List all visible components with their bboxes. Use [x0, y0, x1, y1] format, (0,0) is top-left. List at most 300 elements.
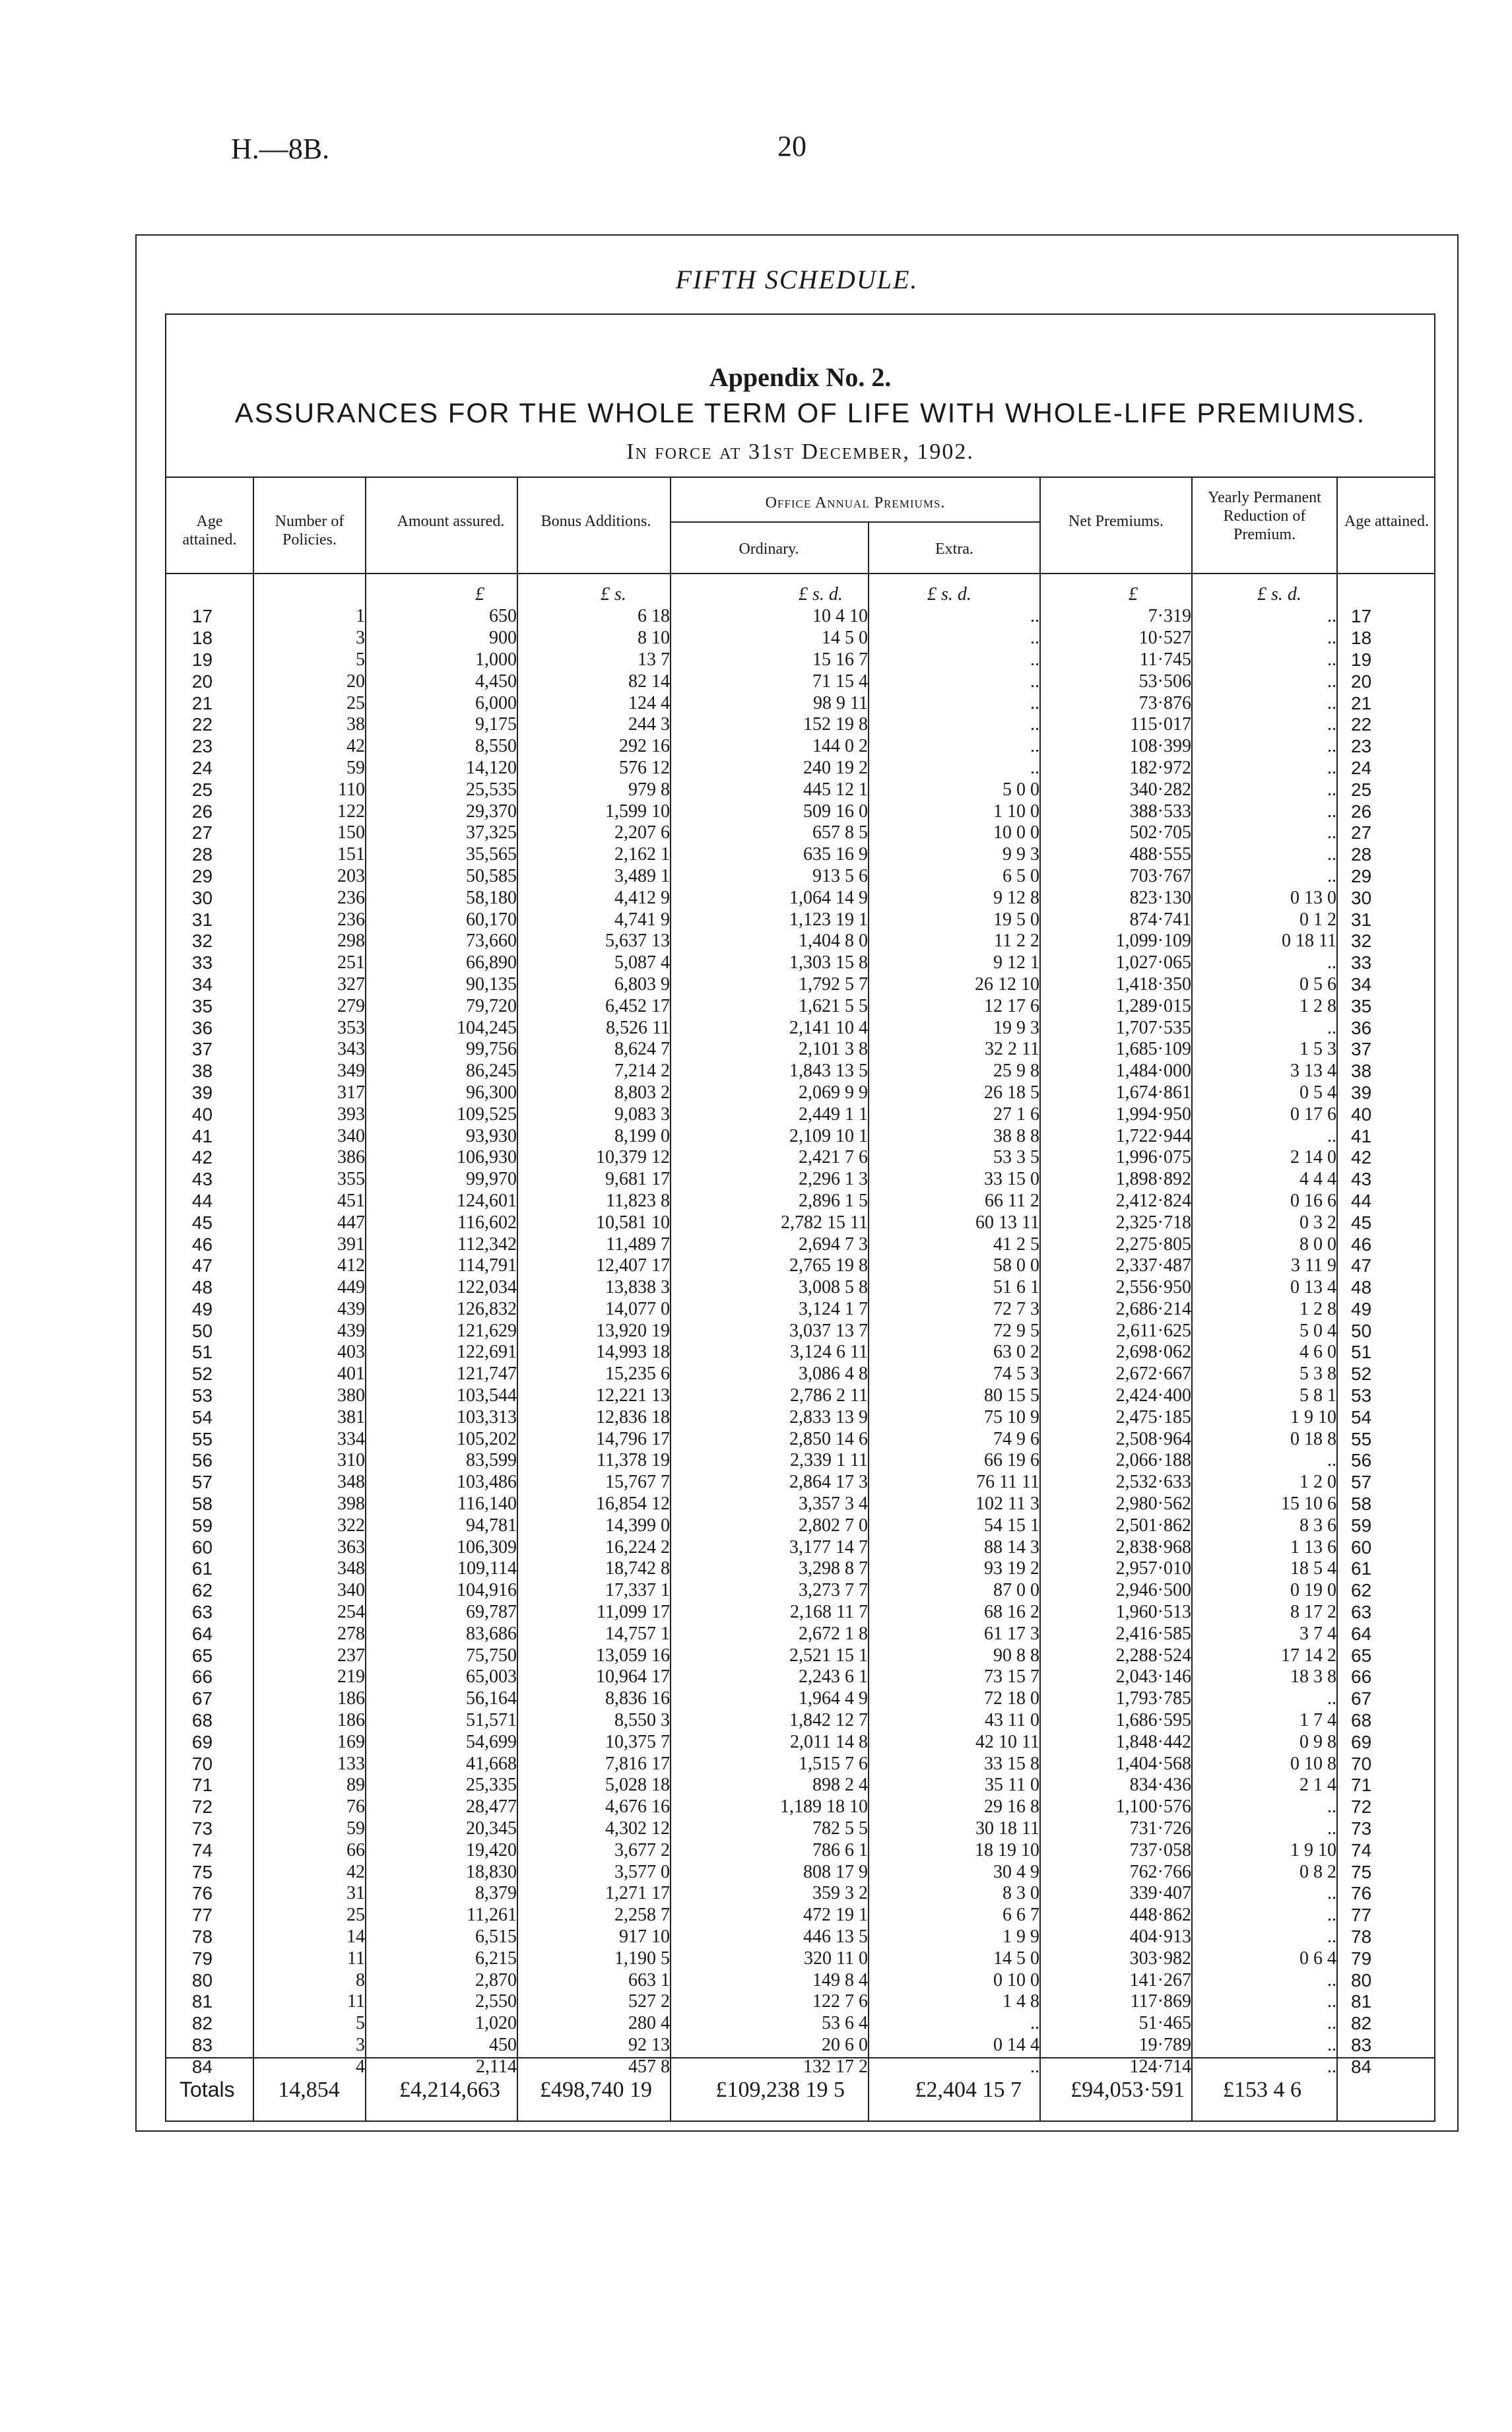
row-amount: 126,832	[457, 1298, 517, 1319]
row-ordinary: 15 16 7	[812, 649, 868, 670]
row-yearly: ..	[1327, 671, 1336, 692]
row-policies: 59	[346, 757, 365, 778]
row-ordinary: 2,802 7 0	[799, 1515, 868, 1536]
row-bonus: 14,077 0	[605, 1298, 670, 1319]
row-age: 84	[191, 2056, 213, 2077]
row-policies: 386	[337, 1147, 365, 1168]
row-bonus: 10,964 17	[596, 1666, 670, 1688]
row-age: 66	[191, 1666, 213, 1688]
row-yearly: 3 11 9	[1291, 1255, 1336, 1276]
row-age: 26	[191, 801, 213, 822]
row-ordinary: 1,303 15 8	[789, 952, 868, 973]
row-age-right: 69	[1351, 1731, 1372, 1752]
row-yearly: 1 9 10	[1290, 1839, 1336, 1860]
row-age-right: 39	[1351, 1082, 1372, 1103]
row-extra: 6 5 0	[1003, 865, 1039, 886]
totals-amount: £4,214,663	[399, 2078, 500, 2102]
row-net: 2,416·585	[1115, 1623, 1191, 1644]
row-policies: 279	[337, 995, 365, 1016]
row-age: 39	[191, 1082, 213, 1103]
row-ordinary: 657 8 5	[812, 822, 868, 843]
row-ordinary: 2,864 17 3	[789, 1472, 868, 1493]
row-policies: 186	[337, 1710, 365, 1731]
row-ordinary: 98 9 11	[813, 692, 868, 713]
row-yearly: 0 13 4	[1290, 1277, 1336, 1298]
row-bonus: 4,412 9	[614, 887, 670, 908]
row-net: 2,686·214	[1115, 1298, 1191, 1319]
row-age-right: 49	[1351, 1298, 1372, 1319]
row-policies: 353	[337, 1017, 365, 1038]
row-ordinary: 2,694 7 3	[799, 1233, 868, 1255]
row-age-right: 63	[1351, 1602, 1372, 1623]
row-extra: ..	[1030, 714, 1039, 735]
row-age-right: 70	[1351, 1753, 1372, 1774]
row-amount: 450	[489, 2034, 517, 2055]
row-bonus: 3,577 0	[614, 1861, 670, 1882]
row-amount: 8,550	[475, 736, 517, 757]
row-yearly: 5 0 4	[1299, 1320, 1336, 1341]
row-amount: 116,140	[457, 1494, 517, 1515]
row-net: 2,043·146	[1115, 1666, 1191, 1688]
row-age-right: 80	[1351, 1969, 1372, 1990]
row-extra: 38 8 8	[993, 1125, 1039, 1146]
row-yearly: 3 13 4	[1290, 1061, 1336, 1082]
row-bonus: 3,489 1	[614, 865, 670, 886]
table-row	[165, 1255, 1435, 1277]
row-bonus: 4,302 12	[605, 1818, 670, 1839]
row-policies: 42	[346, 736, 365, 757]
row-bonus: 14,993 18	[596, 1342, 670, 1363]
row-policies: 310	[337, 1450, 365, 1471]
row-age: 18	[191, 628, 213, 649]
row-age: 37	[191, 1039, 213, 1060]
row-bonus: 979 8	[628, 779, 670, 800]
col-policies: Number of Policies.	[275, 513, 345, 548]
table-row	[165, 1883, 1435, 1905]
row-extra: ..	[1030, 649, 1039, 670]
row-bonus: 18,742 8	[605, 1558, 670, 1579]
row-policies: 398	[337, 1494, 365, 1515]
row-age-right: 46	[1351, 1233, 1372, 1255]
row-ordinary: 71 15 4	[812, 671, 868, 692]
row-amount: 66,890	[466, 952, 517, 973]
row-yearly: 18 5 4	[1290, 1558, 1336, 1579]
row-ordinary: 2,339 1 11	[790, 1450, 868, 1471]
row-extra: 30 18 11	[975, 1818, 1039, 1839]
row-extra: 18 19 10	[975, 1839, 1039, 1860]
row-yearly: ..	[1327, 2056, 1336, 2077]
row-policies: 11	[347, 1948, 365, 1969]
row-yearly: 1 9 10	[1290, 1406, 1336, 1428]
row-policies: 14	[346, 1926, 365, 1947]
row-age: 30	[191, 887, 213, 908]
row-bonus: 5,087 4	[614, 952, 670, 973]
row-age-right: 23	[1351, 736, 1372, 757]
table-row	[165, 1103, 1435, 1125]
row-ordinary: 898 2 4	[812, 1775, 868, 1796]
row-amount: 109,525	[457, 1103, 517, 1125]
row-bonus: 457 8	[628, 2056, 670, 2077]
row-policies: 5	[356, 2013, 365, 2034]
row-yearly: 0 17 6	[1290, 1103, 1336, 1125]
row-age-right: 36	[1351, 1017, 1372, 1038]
row-extra: 25 9 8	[993, 1061, 1039, 1082]
row-age: 43	[191, 1169, 213, 1190]
row-net: 340·282	[1129, 779, 1191, 800]
row-extra: 5 0 0	[1003, 779, 1039, 800]
row-policies: 327	[337, 973, 365, 995]
row-ordinary: 2,101 3 8	[799, 1039, 868, 1060]
row-yearly: 15 10 6	[1281, 1494, 1336, 1515]
row-yearly: ..	[1327, 1818, 1336, 1839]
row-amount: 56,164	[466, 1688, 517, 1709]
row-age-right: 79	[1351, 1948, 1372, 1969]
row-age-right: 53	[1351, 1385, 1372, 1406]
table-row	[165, 974, 1435, 996]
table-row	[165, 1385, 1435, 1407]
row-policies: 340	[337, 1580, 365, 1601]
row-ordinary: 2,765 19 8	[789, 1255, 868, 1276]
row-age-right: 61	[1351, 1558, 1372, 1579]
row-amount: 93,930	[466, 1125, 517, 1146]
row-net: 762·766	[1129, 1861, 1191, 1882]
row-policies: 348	[337, 1472, 365, 1493]
row-age: 20	[191, 671, 213, 692]
totals-net: £94,053·591	[1070, 2078, 1185, 2102]
row-amount: 122,034	[457, 1277, 517, 1298]
row-amount: 41,668	[466, 1753, 517, 1774]
row-amount: 73,660	[466, 931, 517, 952]
row-age-right: 21	[1351, 692, 1372, 713]
row-yearly: 1 7 4	[1299, 1710, 1336, 1731]
row-policies: 3	[356, 628, 365, 649]
table-row	[165, 1364, 1435, 1385]
row-ordinary: 1,621 5 5	[799, 995, 868, 1016]
row-age: 36	[191, 1017, 213, 1038]
row-policies: 110	[338, 779, 365, 800]
row-amount: 83,686	[466, 1623, 517, 1644]
row-age-right: 25	[1351, 779, 1372, 800]
row-extra: 0 14 4	[993, 2034, 1039, 2055]
row-extra: 90 8 8	[993, 1645, 1039, 1666]
row-policies: 236	[337, 909, 365, 930]
row-amount: 19,420	[466, 1839, 517, 1860]
row-net: 108·399	[1129, 736, 1191, 757]
table-row	[165, 692, 1435, 714]
row-policies: 380	[337, 1385, 365, 1406]
table-row	[165, 995, 1435, 1017]
row-yearly: 1 2 8	[1299, 1298, 1336, 1319]
row-age-right: 35	[1351, 995, 1372, 1016]
row-age-right: 45	[1351, 1212, 1372, 1233]
row-policies: 76	[346, 1796, 365, 1818]
col-extra: Extra.	[935, 541, 973, 558]
table-row	[165, 931, 1435, 952]
row-age: 60	[191, 1536, 213, 1558]
row-extra: 12 17 6	[984, 995, 1039, 1016]
table-row	[165, 1472, 1435, 1494]
row-extra: 11 2 2	[994, 931, 1039, 952]
row-age-right: 76	[1351, 1883, 1372, 1904]
table-row	[165, 909, 1435, 931]
row-extra: 74 5 3	[993, 1364, 1039, 1385]
row-age-right: 55	[1351, 1428, 1372, 1449]
row-age: 35	[191, 995, 213, 1016]
row-net: 2,288·524	[1115, 1645, 1191, 1666]
row-policies: 122	[337, 801, 365, 822]
row-bonus: 8,803 2	[614, 1082, 670, 1103]
row-net: 1,484·000	[1115, 1061, 1191, 1082]
row-age: 68	[191, 1710, 213, 1731]
row-amount: 4,450	[475, 671, 517, 692]
row-yearly: 1 2 8	[1299, 995, 1336, 1016]
table-row	[165, 758, 1435, 779]
table-row	[165, 1494, 1435, 1515]
row-extra: ..	[1030, 606, 1039, 627]
row-age: 51	[191, 1342, 213, 1363]
row-extra: 35 11 0	[985, 1775, 1039, 1796]
row-policies: 349	[337, 1061, 365, 1082]
row-age-right: 74	[1351, 1839, 1372, 1860]
row-age-right: 84	[1351, 2056, 1372, 2077]
row-ordinary: 2,850 14 6	[789, 1428, 868, 1449]
row-net: 339·407	[1129, 1883, 1191, 1904]
row-extra: 66 11 2	[985, 1190, 1039, 1211]
row-ordinary: 1,792 5 7	[799, 973, 868, 995]
row-ordinary: 472 19 1	[803, 1905, 868, 1926]
row-net: 1,027·065	[1115, 952, 1191, 973]
row-bonus: 8,624 7	[614, 1039, 670, 1060]
row-yearly: 18 3 8	[1290, 1666, 1336, 1688]
row-ordinary: 3,037 13 7	[789, 1320, 868, 1341]
row-net: 388·533	[1129, 801, 1191, 822]
row-extra: 30 4 9	[993, 1861, 1039, 1882]
row-yearly: ..	[1327, 757, 1336, 778]
row-age-right: 31	[1351, 909, 1372, 930]
col-ordinary: Ordinary.	[739, 541, 799, 558]
row-bonus: 92 13	[628, 2034, 670, 2055]
row-age: 79	[191, 1948, 213, 1969]
row-bonus: 5,028 18	[605, 1775, 670, 1796]
table-row	[165, 1233, 1435, 1255]
table-row	[165, 1602, 1435, 1624]
row-policies: 66	[346, 1839, 365, 1860]
row-amount: 104,245	[457, 1017, 517, 1038]
row-ordinary: 913 5 6	[812, 865, 868, 886]
row-yearly: ..	[1327, 714, 1336, 735]
table-row	[165, 1753, 1435, 1775]
table-row	[165, 2035, 1435, 2056]
row-age-right: 42	[1351, 1147, 1372, 1168]
row-age: 48	[191, 1277, 213, 1298]
row-bonus: 9,083 3	[614, 1103, 670, 1125]
row-bonus: 15,767 7	[605, 1472, 670, 1493]
row-amount: 1,020	[475, 2013, 517, 2034]
row-age: 77	[191, 1905, 213, 1926]
row-age: 38	[191, 1061, 213, 1082]
row-yearly: 2 14 0	[1290, 1147, 1336, 1168]
row-extra: 60 13 11	[975, 1212, 1039, 1233]
row-age: 75	[191, 1861, 213, 1882]
row-extra: 75 10 9	[984, 1406, 1039, 1428]
row-net: 448·862	[1129, 1905, 1191, 1926]
row-bonus: 8,199 0	[614, 1125, 670, 1146]
row-age: 23	[191, 736, 213, 757]
row-age: 53	[191, 1385, 213, 1406]
row-yearly: ..	[1327, 1991, 1336, 2012]
row-amount: 114,791	[457, 1255, 517, 1276]
row-age-right: 73	[1351, 1818, 1372, 1839]
totals-ordinary: £109,238 19 5	[715, 2078, 845, 2102]
row-bonus: 10,379 12	[596, 1147, 670, 1168]
row-policies: 412	[337, 1255, 365, 1276]
row-amount: 104,916	[457, 1580, 517, 1601]
row-bonus: 527 2	[628, 1991, 670, 2012]
row-age: 47	[191, 1255, 213, 1276]
table-row	[165, 866, 1435, 888]
row-yearly: 5 8 1	[1299, 1385, 1336, 1406]
table-row	[165, 649, 1435, 671]
row-bonus: 10,581 10	[596, 1212, 670, 1233]
row-bonus: 1,599 10	[605, 801, 670, 822]
row-amount: 75,750	[466, 1645, 517, 1666]
unit-ordinary: £ s. d.	[799, 584, 843, 605]
row-ordinary: 2,786 2 11	[790, 1385, 868, 1406]
row-age: 57	[191, 1472, 213, 1493]
row-net: 1,099·109	[1115, 931, 1191, 952]
table-title: ASSURANCES FOR THE WHOLE TERM OF LIFE WITH WHOLE-LIFE PREMIUMS.	[234, 397, 1366, 428]
row-policies: 20	[346, 671, 365, 692]
row-age-right: 26	[1351, 801, 1372, 822]
row-yearly: 1 5 3	[1299, 1039, 1336, 1060]
row-policies: 1	[356, 606, 365, 627]
row-age: 27	[191, 822, 213, 843]
row-net: 1,707·535	[1115, 1017, 1191, 1038]
row-policies: 25	[346, 692, 365, 713]
header-bottom-rule	[165, 573, 1435, 574]
row-age-right: 54	[1351, 1406, 1372, 1428]
row-age-right: 60	[1351, 1536, 1372, 1558]
row-ordinary: 149 8 4	[812, 1969, 868, 1990]
row-policies: 348	[337, 1558, 365, 1579]
row-yearly: 0 6 4	[1299, 1948, 1336, 1969]
row-bonus: 9,681 17	[605, 1169, 670, 1190]
row-ordinary: 1,189 18 10	[780, 1796, 868, 1818]
row-bonus: 576 12	[619, 757, 670, 778]
row-amount: 65,003	[466, 1666, 517, 1688]
row-age: 31	[191, 909, 213, 930]
row-extra: 1 4 8	[1003, 1991, 1039, 2012]
table-row	[165, 801, 1435, 822]
row-bonus: 7,816 17	[605, 1753, 670, 1774]
appendix-title: Appendix No. 2.	[709, 362, 892, 392]
table-row	[165, 1125, 1435, 1147]
row-amount: 2,550	[475, 1991, 517, 2012]
table-row	[165, 1212, 1435, 1233]
row-ordinary: 446 13 5	[803, 1926, 868, 1947]
row-extra: 41 2 5	[993, 1233, 1039, 1255]
row-age-right: 22	[1351, 714, 1372, 735]
row-extra: 102 11 3	[975, 1494, 1039, 1515]
row-amount: 37,325	[466, 822, 517, 843]
row-policies: 236	[337, 887, 365, 908]
row-ordinary: 2,521 15 1	[789, 1645, 868, 1666]
row-amount: 14,120	[466, 757, 517, 778]
row-amount: 25,335	[466, 1775, 517, 1796]
row-ordinary: 1,842 12 7	[789, 1710, 868, 1731]
row-yearly: ..	[1327, 1450, 1336, 1471]
page-number: 20	[777, 130, 806, 162]
table-row	[165, 1905, 1435, 1926]
row-yearly: ..	[1327, 801, 1336, 822]
row-ordinary: 1,404 8 0	[799, 931, 868, 952]
row-age: 42	[191, 1147, 213, 1168]
table-row	[165, 1450, 1435, 1472]
row-extra: ..	[1030, 2013, 1039, 2034]
row-age-right: 29	[1351, 865, 1372, 886]
row-yearly: 5 3 8	[1299, 1364, 1336, 1385]
row-net: 502·705	[1129, 822, 1191, 843]
row-age: 40	[191, 1103, 213, 1125]
row-age-right: 40	[1351, 1103, 1372, 1125]
row-age: 72	[191, 1796, 213, 1818]
row-amount: 96,300	[466, 1082, 517, 1103]
row-age-right: 24	[1351, 757, 1372, 778]
row-extra: 1 10 0	[993, 801, 1039, 822]
row-bonus: 13,059 16	[596, 1645, 670, 1666]
row-amount: 122,691	[457, 1342, 517, 1363]
row-amount: 35,565	[466, 844, 517, 865]
row-policies: 393	[337, 1103, 365, 1125]
row-policies: 401	[337, 1364, 365, 1385]
row-age: 54	[191, 1406, 213, 1428]
table-row	[165, 606, 1435, 628]
col-bonus: Bonus Additions.	[541, 513, 651, 530]
table-row	[165, 779, 1435, 801]
row-extra: 6 6 7	[1003, 1905, 1039, 1926]
row-amount: 20,345	[466, 1818, 517, 1839]
row-policies: 381	[337, 1406, 365, 1428]
row-extra: 0 10 0	[993, 1969, 1039, 1990]
row-extra: 80 15 5	[984, 1385, 1039, 1406]
col-age-right: Age attained.	[1344, 513, 1429, 530]
row-extra: 43 11 0	[985, 1710, 1039, 1731]
row-yearly: 17 14 2	[1281, 1645, 1336, 1666]
row-policies: 322	[337, 1515, 365, 1536]
row-extra: 53 3 5	[993, 1147, 1039, 1168]
row-age: 52	[191, 1364, 213, 1385]
row-amount: 69,787	[466, 1602, 517, 1623]
row-ordinary: 2,243 6 1	[799, 1666, 868, 1688]
row-extra: 26 18 5	[984, 1082, 1039, 1103]
row-ordinary: 635 16 9	[803, 844, 868, 865]
row-age-right: 33	[1351, 952, 1372, 973]
row-policies: 254	[337, 1602, 365, 1623]
table-row	[165, 1039, 1435, 1061]
row-policies: 317	[337, 1082, 365, 1103]
row-age-right: 38	[1351, 1061, 1372, 1082]
row-yearly: ..	[1327, 1883, 1336, 1904]
row-age-right: 51	[1351, 1342, 1372, 1363]
row-bonus: 6,452 17	[605, 995, 670, 1016]
row-yearly: ..	[1327, 822, 1336, 843]
row-policies: 251	[337, 952, 365, 973]
row-age-right: 81	[1351, 1991, 1372, 2012]
row-net: 11·745	[1139, 649, 1191, 670]
row-amount: 116,602	[457, 1212, 517, 1233]
row-policies: 31	[346, 1883, 365, 1904]
row-amount: 8,379	[475, 1883, 517, 1904]
